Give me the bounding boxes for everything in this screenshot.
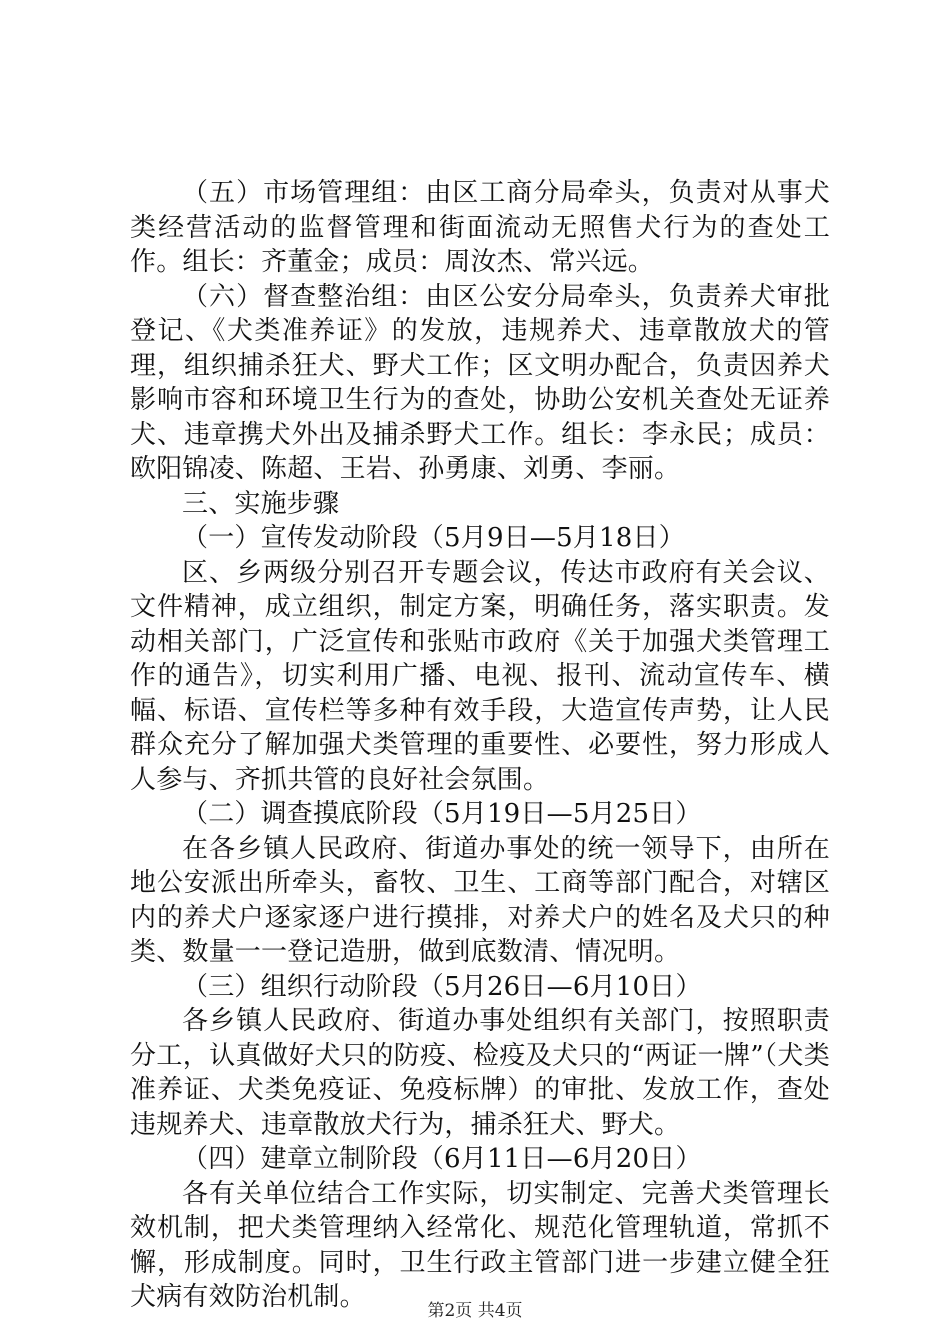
stage-heading-publicity: （一）宣传发动阶段（5月9日—5月18日） — [182, 523, 685, 553]
paragraph-market-management-group: （五）市场管理组：由区工商分局牵头，负责对从事犬类经营活动的监督管理和街面流动无照售犬行为的查处工作。组长：齐董金；成员：周汝杰、常兴远。 — [130, 178, 830, 277]
section-heading-implementation-steps: 三、实施步骤 — [182, 488, 340, 519]
stage-heading-action: （三）组织行动阶段（5月26日—6月10日） — [182, 971, 702, 1002]
paragraph-regulation: 各有关单位结合工作实际，切实制定、完善犬类管理长效机制，把犬类管理纳入经常化、规范化管理轨道，常抓不懈，形成制度。同时，卫生行政主管部门进一步建立健全狂犬病有效防治机制。 — [130, 1178, 830, 1312]
page-number-footer: 第2页 共4页 — [427, 1301, 523, 1321]
stage-heading-regulation: （四）建章立制阶段（6月11日—6月20日） — [182, 1144, 702, 1174]
document-body — [130, 176, 830, 1315]
paragraph-publicity: 区、乡两级分别召开专题会议，传达市政府有关会议、文件精神，成立组织，制定方案，明确任务，落实职责。发动相关部门，广泛宣传和张贴市政府《关于加强犬类管理工作的通告》，切实利用广播、电视、报刊、流动宣传车、横幅、标语、宣传栏等多种有效手段，大造宣传声势，让人民群众充分了解加强犬类管理的重要性、必要性，努力形成人人参与、齐抓共管的良好社会氛围。 — [130, 557, 830, 795]
stage-heading-survey: （二）调查摸底阶段（5月19日—5月25日） — [182, 799, 702, 829]
paragraph-survey: 在各乡镇人民政府、街道办事处的统一领导下，由所在地公安派出所牵头，畜牧、卫生、工商等部门配合，对辖区内的养犬户逐家逐户进行摸排，对养犬户的姓名及犬只的种类、数量一一登记造册，做到底数清、情况明。 — [130, 833, 830, 967]
paragraph-inspection-group: （六）督查整治组：由区公安分局牵头，负责养犬审批登记、《犬类准养证》的发放，违规养犬、违章散放犬的管理，组织捕杀狂犬、野犬工作；区文明办配合，负责因养犬影响市容和环境卫生行为的查处，协助公安机关查处无证养犬、违章携犬外出及捕杀野犬工作。组长：李永民；成员：欧阳锦凌、陈超、王岩、孙勇康、刘勇、李丽。 — [130, 281, 830, 484]
paragraph-action: 各乡镇人民政府、街道办事处组织有关部门，按照职责分工，认真做好犬只的防疫、检疫及犬只的“两证一牌”（犬类准养证、犬类免疫证、免疫标牌）的审批、发放工作，查处违规养犬、违章散放犬行为，捕杀狂犬、野犬。 — [130, 1006, 830, 1140]
